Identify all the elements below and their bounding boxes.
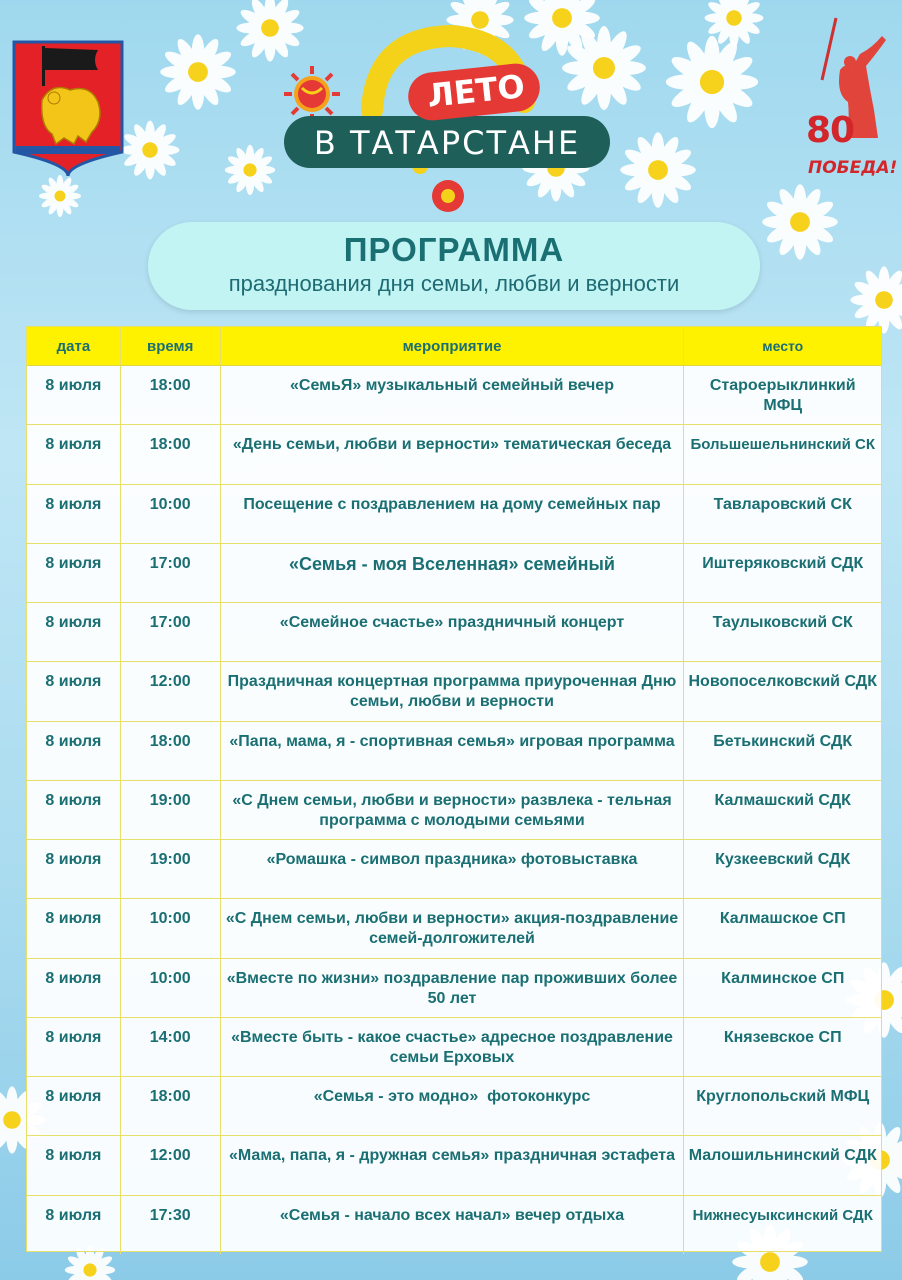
column-header-time: время	[121, 327, 221, 365]
table-row	[27, 366, 881, 425]
cell-place: Кузкеевский СДК	[715, 851, 851, 869]
summer-tatarstan-logo	[280, 18, 620, 218]
cell-place: Староерыклинкий МФЦ	[709, 377, 856, 414]
cell-event: Праздничная концертная программа приуроченная Дню семьи, любви и верности	[221, 662, 685, 720]
cell-event: «С Днем семьи, любви и верности» акция-поздравление семей-долгожителей	[221, 899, 685, 957]
victory-80-badge	[800, 10, 896, 180]
cell-place: Калминское СП	[721, 969, 845, 987]
cell-date: 8 июля	[27, 366, 121, 424]
cell-time: 18:00	[121, 722, 221, 780]
cell-time: 17:00	[121, 603, 221, 661]
cell-date: 8 июля	[27, 603, 121, 661]
cell-event: «День семьи, любви и верности» тематическая беседа	[221, 425, 685, 483]
cell-event: «Семья - начало всех начал» вечер отдыха	[221, 1196, 685, 1254]
cell-event: «Семья - моя Вселенная» семейный	[221, 544, 685, 602]
table-row	[27, 603, 881, 662]
cell-date: 8 июля	[27, 959, 121, 1017]
program-header	[148, 222, 760, 310]
table-row	[27, 485, 881, 544]
cell-time: 12:00	[121, 1136, 221, 1194]
cell-event: «Вместе быть - какое счастье» адресное поздравление семьи Ерховых	[221, 1018, 685, 1076]
table-row	[27, 544, 881, 603]
cell-time: 17:30	[121, 1196, 221, 1254]
page-title: ПРОГРАММА	[343, 231, 565, 268]
cell-event: Посещение с поздравлением на дому семейных пар	[221, 485, 685, 543]
coat-of-arms-emblem	[12, 40, 124, 178]
cell-time: 10:00	[121, 485, 221, 543]
table-row	[27, 1077, 881, 1136]
cell-event: «Ромашка - символ праздника» фотовыставка	[221, 840, 685, 898]
motherland-statue-icon	[800, 10, 896, 180]
table-row	[27, 1196, 881, 1254]
cell-date: 8 июля	[27, 1018, 121, 1076]
page-subtitle: празднования дня семьи, любви и верности	[228, 271, 680, 296]
cell-event: «Мама, папа, я - дружная семья» праздничная эстафета	[221, 1136, 685, 1194]
table-row	[27, 1018, 881, 1077]
cell-time: 12:00	[121, 662, 221, 720]
table-row	[27, 425, 881, 484]
badge-number: 80	[806, 110, 855, 151]
cell-place: Таулыковский СК	[712, 614, 853, 632]
column-header-date: дата	[27, 327, 121, 365]
cell-time: 18:00	[121, 1077, 221, 1135]
cell-event: «СемьЯ» музыкальный семейный вечер	[221, 366, 685, 424]
table-row	[27, 662, 881, 721]
cell-place: Малошильнинский СДК	[688, 1147, 877, 1165]
logo-word-tatarstan: В ТАТАРСТАНЕ	[313, 124, 581, 162]
cell-place: Большешельнинский СК	[690, 436, 875, 454]
table-body	[27, 366, 881, 1254]
table-row	[27, 781, 881, 840]
column-header-place: место	[762, 338, 804, 354]
cell-place: Нижнесуыксинский СДК	[692, 1206, 873, 1224]
logo-word-leto: ЛЕТО	[425, 67, 527, 115]
table-header	[27, 327, 881, 366]
table-row	[27, 722, 881, 781]
cell-event: «Папа, мама, я - спортивная семья» игровая программа	[221, 722, 685, 780]
cell-date: 8 июля	[27, 1077, 121, 1135]
column-header-event: мероприятие	[221, 327, 685, 365]
cell-place: Иштеряковский СДК	[702, 554, 864, 572]
cell-event: «Вместе по жизни» поздравление пар проживших более 50 лет	[221, 959, 685, 1017]
cell-time: 19:00	[121, 840, 221, 898]
cell-date: 8 июля	[27, 1196, 121, 1254]
cell-time: 18:00	[121, 366, 221, 424]
cell-event: «Семья - это модно» фотоконкурс	[221, 1077, 685, 1135]
cell-time: 18:00	[121, 425, 221, 483]
cell-place: Новопоселковский СДК	[688, 673, 877, 691]
cell-place: Калмашское СП	[719, 910, 846, 928]
cell-date: 8 июля	[27, 722, 121, 780]
table-row	[27, 959, 881, 1018]
cell-event: «С Днем семьи, любви и верности» развлека - тельная программа с молодыми семьями	[221, 781, 685, 839]
cell-event: «Семейное счастье» праздничный концерт	[221, 603, 685, 661]
logo-graphic	[280, 18, 620, 218]
cell-date: 8 июля	[27, 899, 121, 957]
table-row	[27, 899, 881, 958]
table-row	[27, 840, 881, 899]
cell-date: 8 июля	[27, 840, 121, 898]
badge-label: ПОБЕДА!	[808, 158, 898, 178]
cell-date: 8 июля	[27, 485, 121, 543]
cell-time: 17:00	[121, 544, 221, 602]
cell-time: 10:00	[121, 899, 221, 957]
cell-time: 19:00	[121, 781, 221, 839]
cell-place: Бетькинский СДК	[713, 732, 853, 750]
cell-place: Калмашский СДК	[714, 791, 851, 809]
cell-date: 8 июля	[27, 1136, 121, 1194]
cell-date: 8 июля	[27, 781, 121, 839]
cell-time: 14:00	[121, 1018, 221, 1076]
cell-place: Круглопольский МФЦ	[696, 1088, 870, 1106]
schedule-table	[26, 326, 882, 1252]
cell-place: Князевское СП	[723, 1028, 842, 1046]
cell-time: 10:00	[121, 959, 221, 1017]
cell-date: 8 июля	[27, 544, 121, 602]
cell-date: 8 июля	[27, 425, 121, 483]
cell-date: 8 июля	[27, 662, 121, 720]
table-row	[27, 1136, 881, 1195]
cell-place: Тавларовский СК	[713, 495, 852, 513]
